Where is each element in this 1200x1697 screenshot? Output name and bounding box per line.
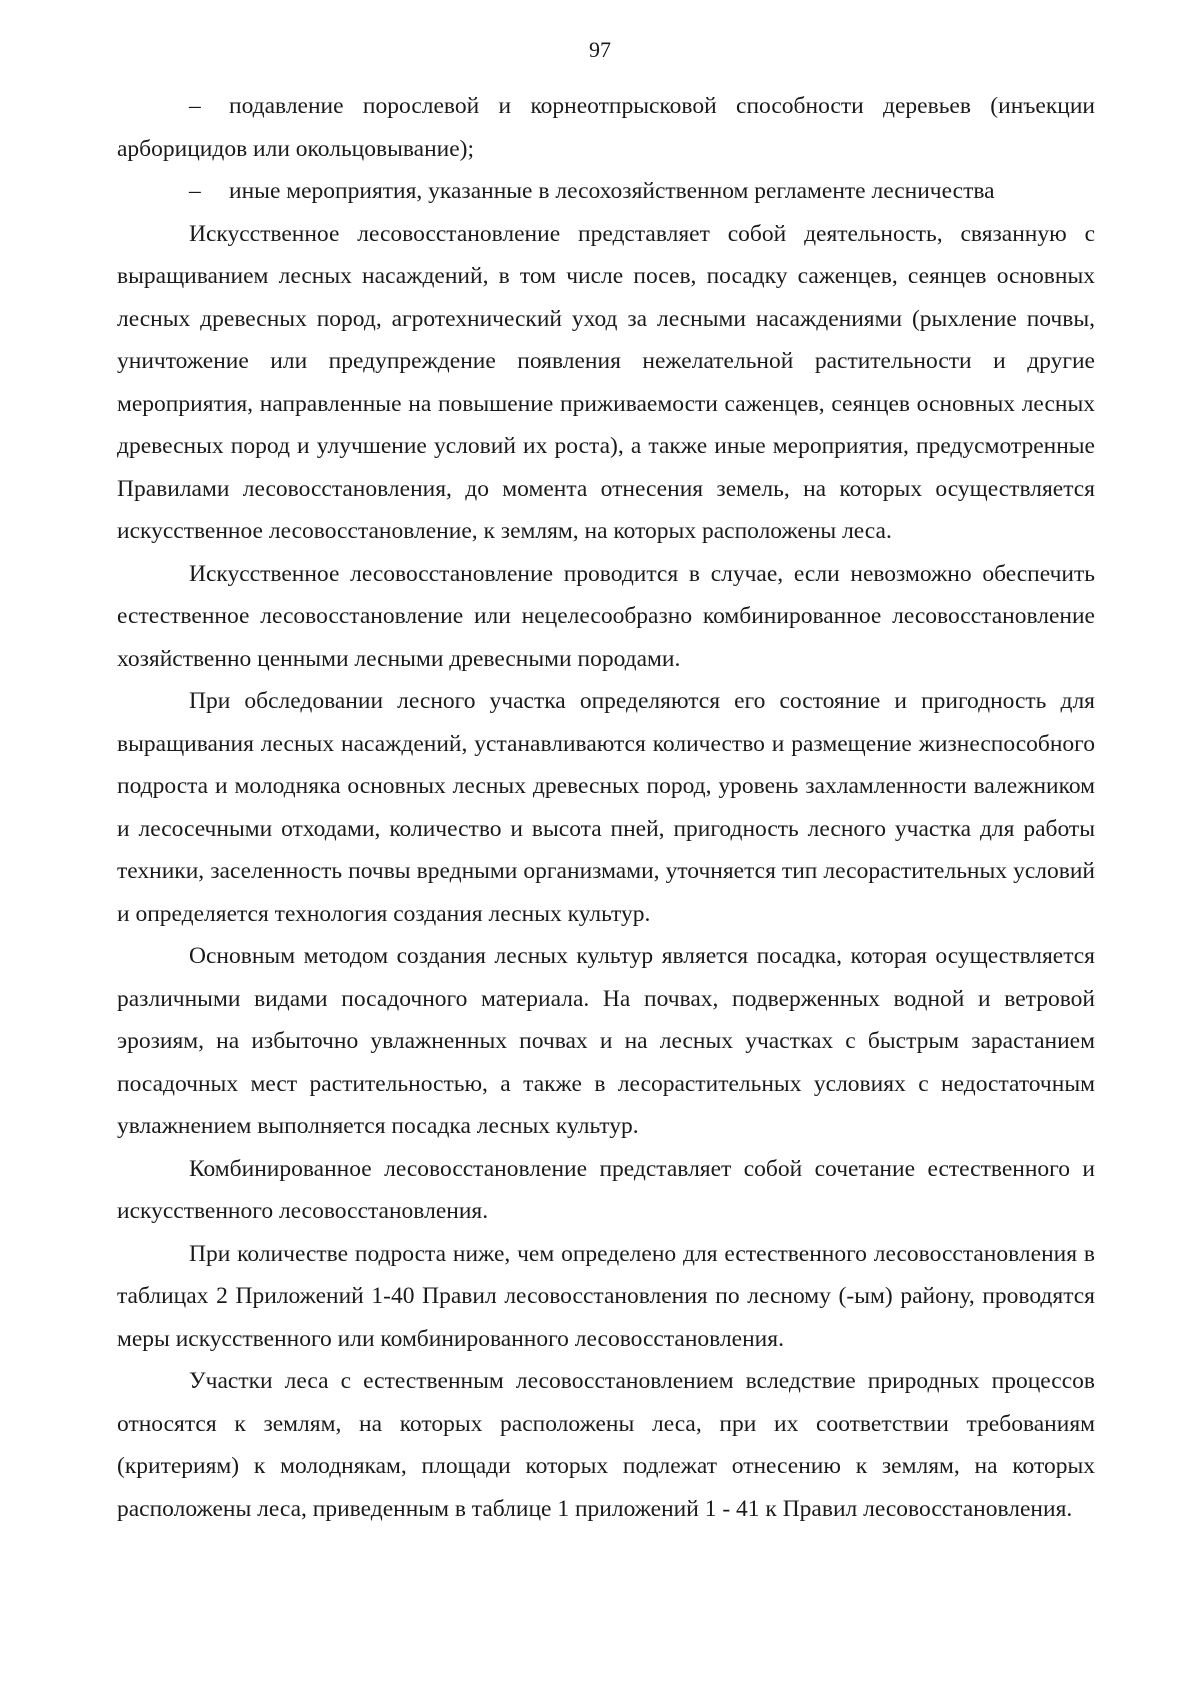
list-item — [117, 85, 1095, 170]
list-item-text: подавление порослевой и корнеотпрысковой способности деревьев (инъекции арборицидов или окольцовывание); — [117, 93, 1095, 162]
paragraph: Искусственное лесовосстановление представляет собой деятельность, связанную с выращиванием лесных насаждений, в том числе посев, посадку саженцев, сеянцев основных лесных древесных пород, агротехнический уход за лесными насаждениями (рыхление почвы, уничтожение или предупреждение появления нежелательной растительности и другие мероприятия, направленные на повышение приживаемости саженцев, сеянцев основных лесных древесных пород и улучшение условий их роста), а также иные мероприятия, предусмотренные Правилами лесовосстановления, до момента отнесения земель, на которых осуществляется искусственное лесовосстановление, к землям, на которых расположены леса. — [117, 220, 1095, 544]
page-number: 97 — [589, 37, 611, 62]
paragraph: Основным методом создания лесных культур является посадка, которая осуществляется различными видами посадочного материала. На почвах, подверженных водной и ветровой эрозиям, на избыточно увлажненных почвах и на лесных участках с быстрым зарастанием посадочных мест растительностью, а также в лесорастительных условиях с недостаточным увлажнением выполняется посадка лесных культур. — [117, 943, 1095, 1139]
document-body — [117, 85, 1095, 1530]
list-item-text: иные мероприятия, указанные в лесохозяйственном регламенте лесничества — [229, 178, 995, 204]
paragraph: Участки леса с естественным лесовосстановлением вследствие природных процессов относятся к землям, на которых расположены леса, при их соответствии требованиям (критериям) к молоднякам, площади которых подлежат отнесению к землям, на которых расположены леса, приведенным в таблице 1 приложений 1 - 41 к Правил лесовосстановления. — [117, 1368, 1095, 1522]
paragraph: Комбинированное лесовосстановление представляет собой сочетание естественного и искусственного лесовосстановления. — [117, 1155, 1095, 1224]
list-item — [117, 170, 1095, 213]
list-dash: – — [189, 93, 201, 119]
paragraph: При количестве подроста ниже, чем определено для естественного лесовосстановления в таблицах 2 Приложений 1-40 Правил лесовосстановления по лесному (-ым) району, проводятся меры искусственного или комбинированного лесовосстановления. — [117, 1240, 1095, 1352]
paragraph: При обследовании лесного участка определяются его состояние и пригодность для выращивания лесных насаждений, устанавливаются количество и размещение жизнеспособного подроста и молодняка основных лесных древесных пород, уровень захламленности валежником и лесосечными отходами, количество и высота пней, пригодность лесного участка для работы техники, заселенность почвы вредными организмами, уточняется тип лесорастительных условий и определяется технология создания лесных культур. — [117, 688, 1095, 927]
paragraph: Искусственное лесовосстановление проводится в случае, если невозможно обеспечить естественное лесовосстановление или нецелесообразно комбинированное лесовосстановление хозяйственно ценными лесными древесными породами. — [117, 560, 1095, 672]
list-dash: – — [189, 178, 201, 204]
